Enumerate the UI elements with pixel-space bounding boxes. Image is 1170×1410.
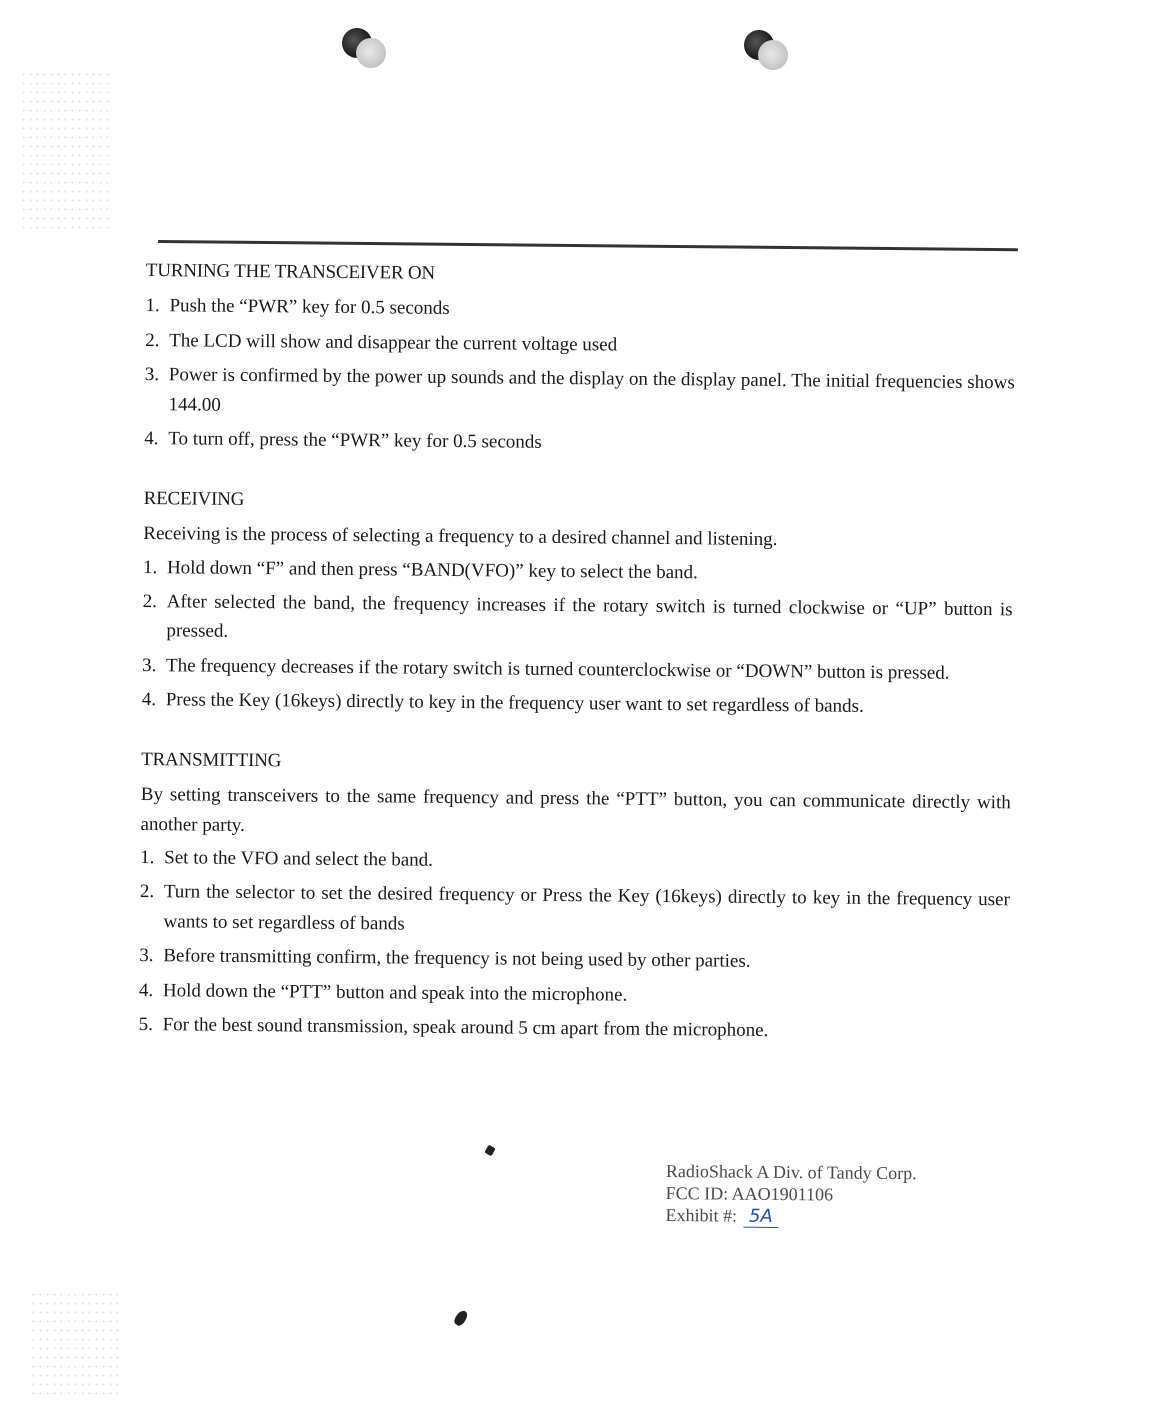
list-item: 4. Hold down the “PTT” button and speak into the microphone. — [138, 979, 628, 1006]
list-item: 4. To turn off, press the “PWR” key for 0.5 seconds — [144, 428, 542, 453]
section-intro: Receiving is the process of selecting a frequency to a desired channel and listening. — [143, 523, 778, 551]
exhibit-stamp — [665, 1160, 916, 1229]
binder-hole-left — [342, 28, 386, 68]
scan-noise-left-bottom — [30, 1290, 120, 1400]
list-item: 2. Turn the selector to set the desired frequency or Press the Key (16keys) directly to key in the frequency user wants to set regardless of bands — [139, 881, 1010, 935]
step-list — [142, 552, 1014, 723]
section-heading: TRANSMITTING — [141, 748, 282, 772]
binder-hole-right — [744, 30, 788, 70]
section-heading: RECEIVING — [143, 487, 245, 510]
header-rule — [158, 240, 1018, 251]
document-body — [138, 256, 1016, 1053]
list-item: 1. Set to the VFO and select the band. — [140, 846, 434, 871]
exhibit-line — [665, 1204, 916, 1229]
company-line: RadioShack A Div. of Tandy Corp. — [665, 1161, 917, 1184]
fcc-id-line: FCC ID: AAO1901106 — [665, 1182, 834, 1205]
step-list — [144, 291, 1016, 462]
list-item: 4. Press the Key (16keys) directly to key in the frequency user want to set regardless of bands. — [141, 689, 864, 718]
section-intro: By setting transceivers to the same frequency and press the “PTT” button, you can communicate directly with another party. — [140, 784, 1011, 836]
list-item: 2. The LCD will show and disappear the current voltage used — [145, 329, 618, 356]
section-turning-on — [144, 256, 1016, 462]
list-item: 3. Power is confirmed by the power up sounds and the display on the display panel. The initial frequencies shows 144.00 — [144, 364, 1015, 416]
scan-noise-left-top — [20, 70, 110, 230]
list-item: 2. After selected the band, the frequency increases if the rotary switch is turned clockwise or “UP” button is pressed. — [142, 590, 1013, 643]
section-heading: TURNING THE TRANSCEIVER ON — [145, 259, 436, 284]
section-transmitting — [138, 745, 1011, 1048]
ink-speck — [452, 1309, 469, 1328]
list-item: 3. Before transmitting confirm, the frequency is not being used by other parties. — [139, 945, 751, 973]
exhibit-label: Exhibit #: — [665, 1204, 738, 1226]
section-receiving — [142, 484, 1014, 723]
list-item: 5. For the best sound transmission, speak around 5 cm apart from the microphone. — [138, 1014, 769, 1042]
list-item: 1. Hold down “F” and then press “BAND(VFO)” key to select the band. — [142, 556, 698, 583]
ink-speck — [484, 1145, 495, 1157]
list-item: 1. Push the “PWR” key for 0.5 seconds — [145, 295, 450, 320]
list-item: 3. The frequency decreases if the rotary switch is turned counterclockwise or “DOWN” button is pressed. — [141, 654, 950, 684]
step-list — [138, 843, 1010, 1048]
exhibit-number: 5A — [743, 1206, 779, 1228]
